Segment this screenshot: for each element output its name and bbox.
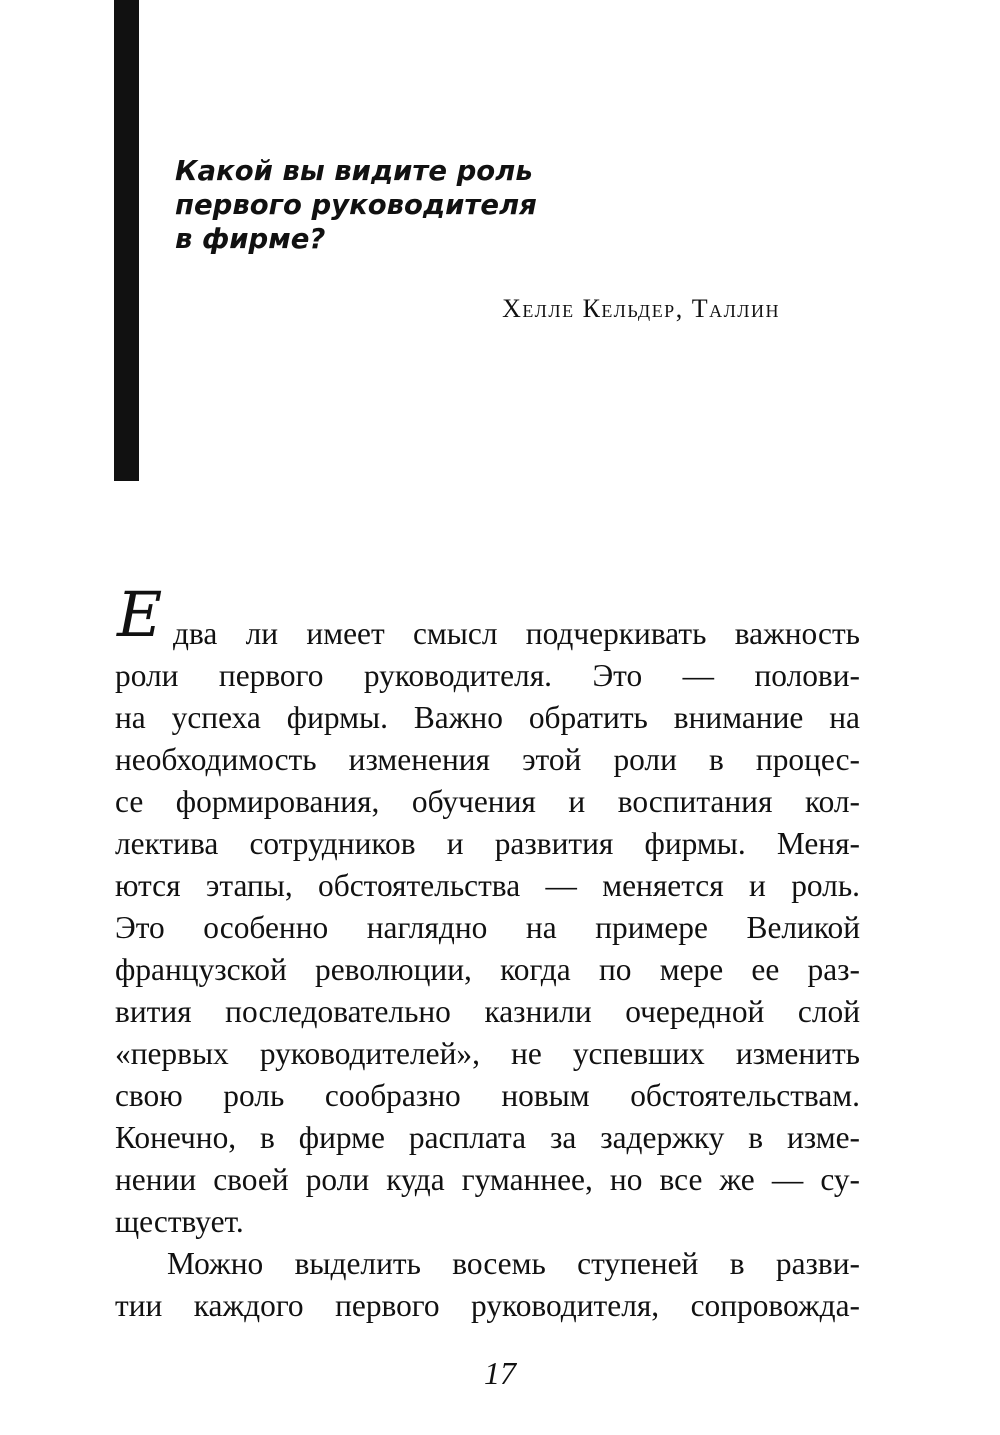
text-line: Это особенно наглядно на примере Великой (115, 910, 860, 945)
text-line: тии каждого первого руководителя, сопровожда- (115, 1288, 860, 1323)
text-line: Конечно, в фирме расплата за задержку в изме- (115, 1120, 860, 1155)
text-line: ются этапы, обстоятельства — меняется и роль. (115, 868, 860, 903)
text-line: вития последовательно казнили очередной слой (115, 994, 860, 1029)
article-body (115, 613, 860, 1327)
page-number: 17 (484, 1355, 516, 1391)
question-heading (175, 154, 735, 256)
text-line: «первых руководителей», не успевших изменить (115, 1036, 860, 1071)
text-line: свою роль сообразно новым обстоятельствам. (115, 1078, 860, 1113)
text-line: на успеха фирмы. Важно обратить внимание на (115, 700, 860, 735)
text-line: французской революции, когда по мере ее раз- (115, 952, 860, 987)
question-line: Какой вы видите роль (175, 155, 533, 187)
text-line: два ли имеет смысл подчеркивать важность (173, 616, 860, 651)
text-line: лектива сотрудников и развития фирмы. Меня- (115, 826, 860, 861)
question-line: первого руководителя (175, 189, 537, 221)
text-line: се формирования, обучения и воспитания кол- (115, 784, 860, 819)
text-line: нении своей роли куда гуманнее, но все же — су- (115, 1162, 860, 1197)
drop-cap-letter: Е (117, 578, 163, 651)
text-line: роли первого руководителя. Это — полови- (115, 658, 860, 693)
text-line: ществует. (115, 1204, 244, 1239)
text-line: Можно выделить восемь ступеней в разви- (167, 1246, 860, 1281)
question-line: в фирме? (175, 223, 326, 255)
author-attribution: Хелле Кельдер, Таллин (502, 294, 780, 323)
text-line: необходимость изменения этой роли в процес- (115, 742, 860, 777)
decorative-side-bar (114, 0, 139, 481)
